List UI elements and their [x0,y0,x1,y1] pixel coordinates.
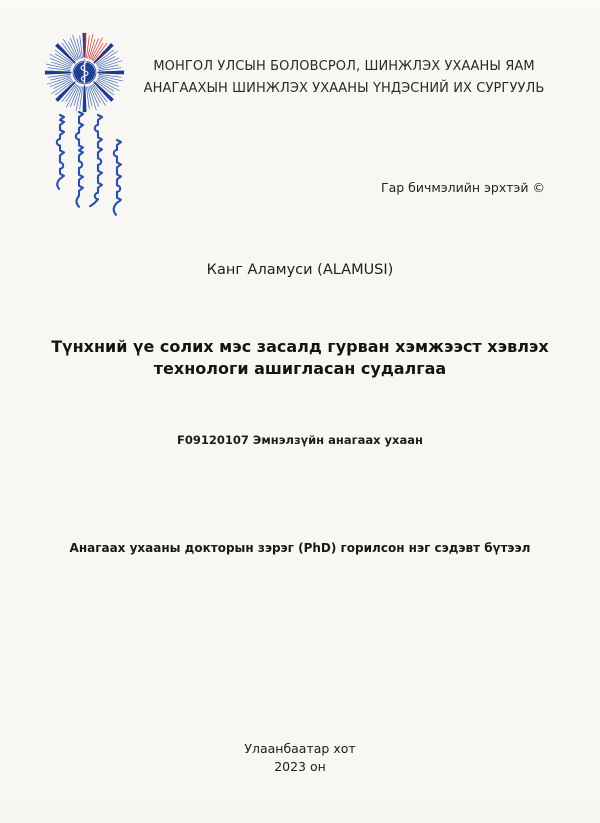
university-name: АНАГААХЫН ШИНЖЛЭХ УХААНЫ ҮНДЭСНИЙ ИХ СУРГУУЛЬ [143,81,545,96]
publication-year: 2023 он [274,759,326,774]
degree-statement: Анагаах ухааны докторын зэрэг (PhD) горилсон нэг сэдэвт бүтээл [69,541,531,555]
institution-header [128,56,560,100]
mongolian-script-text [50,110,132,222]
university-emblem-logo [41,29,128,116]
script-column-4 [114,140,121,215]
program-code: F09120107 Эмнэлзүйн анагаах ухаан [177,433,423,447]
author-name: Канг Аламуси (ALAMUSI) [206,262,394,278]
publication-city: Улаанбаатар хот [244,741,356,756]
ministry-name: МОНГОЛ УЛСЫН БОЛОВСРОЛ, ШИНЖЛЭХ УХААНЫ ЯАМ [153,59,535,74]
mongolian-script-columns [57,112,121,215]
thesis-title-line1: Түнхний үе солих мэс засалд гурван хэмжээст хэвлэх [51,337,549,356]
script-column-2 [76,112,83,207]
script-column-3 [90,115,102,206]
thesis-title [40,336,560,380]
publication-footer [0,740,600,776]
manuscript-rights-note: Гар бичмэлийн эрхтэй © [380,180,545,195]
script-column-1 [57,115,64,189]
thesis-title-line2: технологи ашигласан судалгаа [153,359,447,378]
